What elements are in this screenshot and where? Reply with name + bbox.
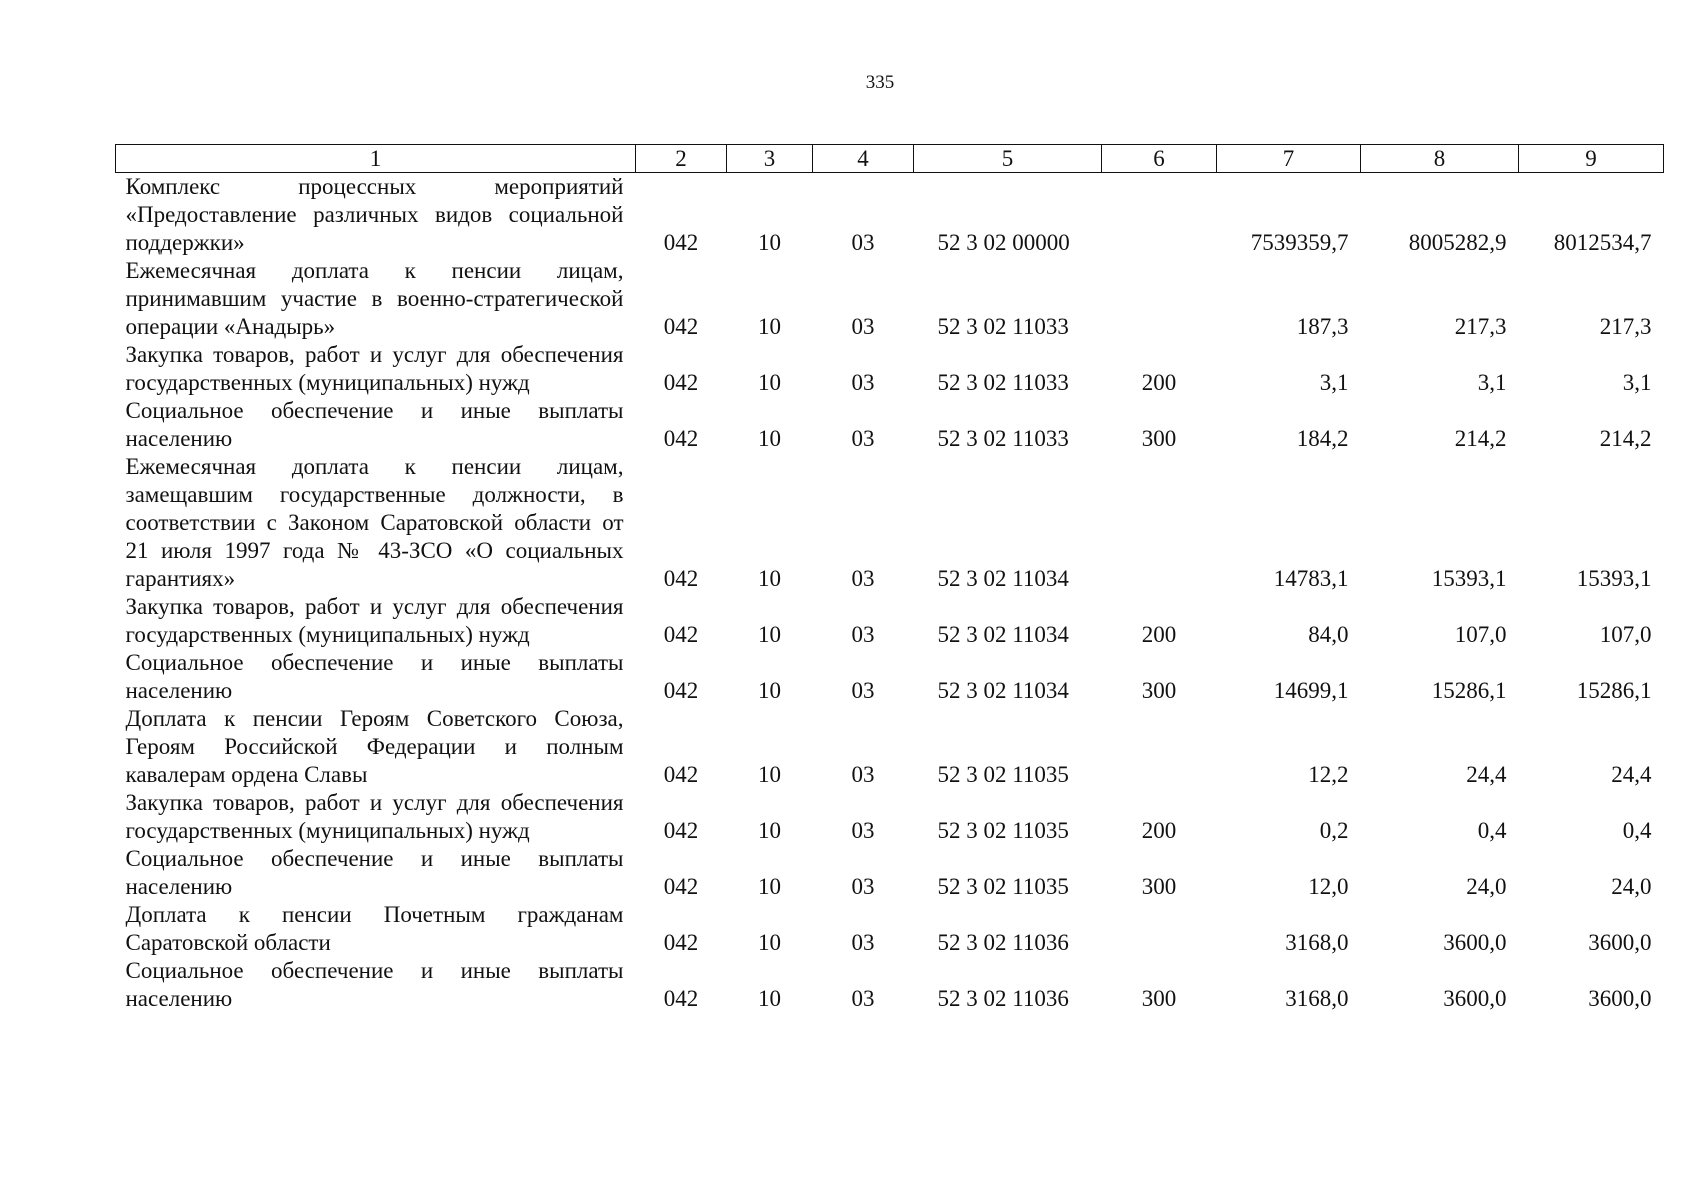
amount-year-3: 3,1 (1622, 370, 1652, 395)
ministry-code: 042 (663, 566, 699, 591)
subsection-code: 03 (851, 874, 875, 899)
amount-year-2: 3,1 (1477, 370, 1507, 395)
row-name: Ежемесячная доплата к пенсии лицам, замещавшим государственные должности, в соответствии с Законом Саратовской области от 21 июля 1997 года № 43-ЗСО «О социальных гарантиях» (125, 454, 624, 591)
subsection-code: 03 (851, 930, 875, 955)
table-row (116, 789, 1664, 845)
table-row (116, 341, 1664, 397)
amount-year-1: 12,2 (1308, 762, 1349, 787)
amount-year-1: 184,2 (1296, 426, 1349, 451)
amount-year-3: 24,0 (1611, 874, 1652, 899)
amount-year-3: 217,3 (1599, 314, 1652, 339)
expense-type-code: 300 (1141, 874, 1177, 899)
section-code: 10 (758, 314, 781, 339)
column-header: 4 (813, 145, 914, 173)
amount-year-3: 8012534,7 (1553, 230, 1652, 255)
row-name: Закупка товаров, работ и услуг для обеспечения государственных (муниципальных) нужд (125, 790, 624, 843)
amount-year-3: 24,4 (1611, 762, 1652, 787)
expense-type-code: 200 (1141, 370, 1177, 395)
table-row (116, 957, 1664, 1013)
table-row (116, 845, 1664, 901)
amount-year-1: 3,1 (1319, 370, 1349, 395)
row-name: Социальное обеспечение и иные выплаты населению (125, 958, 624, 1011)
amount-year-3: 15286,1 (1576, 678, 1652, 703)
amount-year-1: 7539359,7 (1250, 230, 1349, 255)
amount-year-2: 15286,1 (1431, 678, 1507, 703)
expense-type-code: 200 (1141, 622, 1177, 647)
section-code: 10 (758, 566, 781, 591)
amount-year-3: 214,2 (1599, 426, 1652, 451)
column-header: 9 (1519, 145, 1664, 173)
table-row (116, 901, 1664, 957)
table-row (116, 705, 1664, 789)
header-row (116, 145, 1664, 173)
amount-year-2: 15393,1 (1431, 566, 1507, 591)
amount-year-1: 84,0 (1308, 622, 1349, 647)
subsection-code: 03 (851, 986, 875, 1011)
column-header: 5 (914, 145, 1102, 173)
section-code: 10 (758, 678, 781, 703)
target-article-code: 52 3 02 11033 (937, 314, 1069, 339)
ministry-code: 042 (663, 622, 699, 647)
table-row (116, 173, 1664, 258)
section-code: 10 (758, 986, 781, 1011)
target-article-code: 52 3 02 11034 (937, 566, 1069, 591)
amount-year-2: 107,0 (1454, 622, 1507, 647)
amount-year-2: 3600,0 (1443, 986, 1507, 1011)
expense-type-code (1102, 173, 1217, 258)
target-article-code: 52 3 02 11034 (937, 622, 1069, 647)
target-article-code: 52 3 02 11036 (937, 930, 1069, 955)
row-name: Социальное обеспечение и иные выплаты населению (125, 650, 624, 703)
amount-year-1: 0,2 (1319, 818, 1349, 843)
target-article-code: 52 3 02 11035 (937, 874, 1069, 899)
ministry-code: 042 (663, 762, 699, 787)
table-row (116, 649, 1664, 705)
expense-type-code (1102, 705, 1217, 789)
row-name: Закупка товаров, работ и услуг для обеспечения государственных (муниципальных) нужд (125, 594, 624, 647)
expense-type-code: 300 (1141, 986, 1177, 1011)
section-code: 10 (758, 818, 781, 843)
row-name: Социальное обеспечение и иные выплаты населению (125, 398, 624, 451)
amount-year-2: 0,4 (1477, 818, 1507, 843)
subsection-code: 03 (851, 678, 875, 703)
amount-year-2: 24,0 (1466, 874, 1507, 899)
amount-year-2: 214,2 (1454, 426, 1507, 451)
row-name: Комплекс процессных мероприятий «Предоставление различных видов социальной поддержки» (125, 174, 624, 255)
expense-type-code: 300 (1141, 678, 1177, 703)
expense-type-code (1102, 453, 1217, 593)
row-name: Закупка товаров, работ и услуг для обеспечения государственных (муниципальных) нужд (125, 342, 624, 395)
amount-year-2: 24,4 (1466, 762, 1507, 787)
column-header: 1 (116, 145, 636, 173)
table-row (116, 257, 1664, 341)
ministry-code: 042 (663, 930, 699, 955)
amount-year-1: 12,0 (1308, 874, 1349, 899)
subsection-code: 03 (851, 426, 875, 451)
amount-year-3: 0,4 (1622, 818, 1652, 843)
subsection-code: 03 (851, 622, 875, 647)
column-header: 8 (1361, 145, 1519, 173)
row-name: Доплата к пенсии Героям Советского Союза, Героям Российской Федерации и полным кавалерам ордена Славы (125, 706, 624, 787)
section-code: 10 (758, 930, 781, 955)
section-code: 10 (758, 230, 781, 255)
amount-year-3: 15393,1 (1576, 566, 1652, 591)
expense-type-code (1102, 257, 1217, 341)
table-row (116, 453, 1664, 593)
amount-year-1: 14699,1 (1273, 678, 1349, 703)
section-code: 10 (758, 762, 781, 787)
subsection-code: 03 (851, 818, 875, 843)
table-body (116, 173, 1664, 1014)
target-article-code: 52 3 02 11034 (937, 678, 1069, 703)
page-number: 335 (865, 72, 895, 93)
ministry-code: 042 (663, 370, 699, 395)
target-article-code: 52 3 02 11035 (937, 818, 1069, 843)
subsection-code: 03 (851, 230, 875, 255)
row-name: Социальное обеспечение и иные выплаты населению (125, 846, 624, 899)
amount-year-2: 217,3 (1454, 314, 1507, 339)
amount-year-1: 3168,0 (1285, 930, 1349, 955)
column-header: 3 (727, 145, 813, 173)
target-article-code: 52 3 02 11033 (937, 370, 1069, 395)
section-code: 10 (758, 874, 781, 899)
ministry-code: 042 (663, 426, 699, 451)
section-code: 10 (758, 370, 781, 395)
amount-year-2: 8005282,9 (1408, 230, 1507, 255)
row-name: Доплата к пенсии Почетным гражданам Саратовской области (125, 902, 624, 955)
section-code: 10 (758, 426, 781, 451)
amount-year-3: 107,0 (1599, 622, 1652, 647)
subsection-code: 03 (851, 566, 875, 591)
expense-type-code: 300 (1141, 426, 1177, 451)
subsection-code: 03 (851, 314, 875, 339)
amount-year-3: 3600,0 (1588, 986, 1652, 1011)
column-header: 2 (636, 145, 727, 173)
table-row (116, 397, 1664, 453)
subsection-code: 03 (851, 370, 875, 395)
ministry-code: 042 (663, 678, 699, 703)
ministry-code: 042 (663, 818, 699, 843)
target-article-code: 52 3 02 00000 (937, 230, 1070, 255)
amount-year-1: 3168,0 (1285, 986, 1349, 1011)
row-name: Ежемесячная доплата к пенсии лицам, принимавшим участие в военно-стратегической операции «Анадырь» (125, 258, 624, 339)
amount-year-1: 14783,1 (1273, 566, 1349, 591)
expense-type-code (1102, 901, 1217, 957)
section-code: 10 (758, 622, 781, 647)
expense-type-code: 200 (1141, 818, 1177, 843)
table-row (116, 593, 1664, 649)
target-article-code: 52 3 02 11036 (937, 986, 1069, 1011)
ministry-code: 042 (663, 230, 699, 255)
ministry-code: 042 (663, 314, 699, 339)
target-article-code: 52 3 02 11035 (937, 762, 1069, 787)
subsection-code: 03 (851, 762, 875, 787)
amount-year-2: 3600,0 (1443, 930, 1507, 955)
column-header: 6 (1102, 145, 1217, 173)
amount-year-1: 187,3 (1296, 314, 1349, 339)
column-header: 7 (1217, 145, 1361, 173)
ministry-code: 042 (663, 874, 699, 899)
amount-year-3: 3600,0 (1588, 930, 1652, 955)
target-article-code: 52 3 02 11033 (937, 426, 1069, 451)
ministry-code: 042 (663, 986, 699, 1011)
budget-table (115, 144, 1664, 1013)
